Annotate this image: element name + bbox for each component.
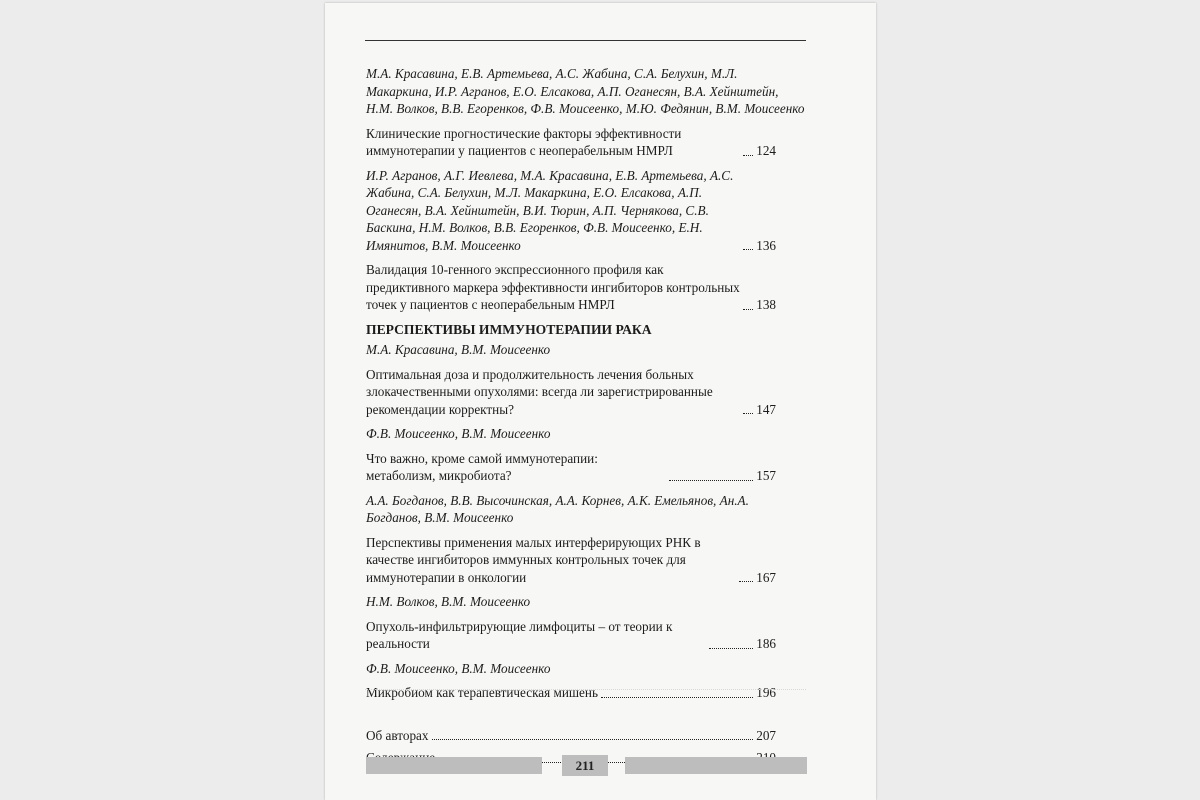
dot-leader: [739, 581, 753, 582]
entry-title: Микробиом как терапевтическая мишень: [366, 685, 598, 700]
entry-page-number: 167: [756, 569, 776, 585]
toc-entry: [366, 366, 776, 419]
toc-entry: [366, 450, 776, 485]
entry-page-number: 147: [756, 401, 776, 417]
authors-text: Ф.В. Моисеенко, В.М. Моисеенко: [366, 660, 551, 676]
authors-text: Н.М. Волков, В.М. Моисеенко: [366, 594, 531, 609]
entry-title: Перспективы применения малых интерферирующих РНК в качестве ингибиторов иммунных контрольных точек для иммунотерапии в онкологии: [366, 534, 701, 585]
dot-leader: [601, 697, 753, 698]
toc-authors: [366, 492, 806, 527]
toc-entry: [366, 261, 776, 314]
entry-title: Валидация 10-генного экспрессионного профиля как предиктивного маркера эффективности ингибиторов контрольных точек у пациентов с неоперабельным НМРЛ: [366, 262, 740, 312]
dot-leader: [743, 309, 753, 310]
section-heading: ПЕРСПЕКТИВЫ ИММУНОТЕРАПИИ РАКА: [366, 321, 652, 337]
authors-text: Ф.В. Моисеенко, В.М. Моисеенко: [366, 426, 551, 441]
toc-authors: [366, 593, 806, 611]
spacer: [366, 709, 806, 727]
dot-leader: [669, 480, 753, 481]
authors-text: М.А. Красавина, В.М. Моисеенко: [366, 342, 551, 357]
authors-text: А.А. Богданов, В.В. Высочинская, А.А. Корнев, А.К. Емельянов, Ан.А. Богданов, В.М. Моисеенко: [366, 492, 749, 525]
dot-leader: [743, 413, 753, 414]
entry-page-number: 138: [756, 297, 776, 312]
footer-bar-right: [625, 757, 807, 774]
page-number: 211: [562, 755, 608, 776]
authors-text: М.А. Красавина, Е.В. Артемьева, А.С. Жабина, С.А. Белухин, М.Л. Макаркина, И.Р. Агранов, Е.О. Елсакова, А.П. Оганесян, В.А. Хейнштейн, Н.М. Волков, В.В. Егоренков, Ф.В. Моисеенко, М.Ю. Федянин, В.М. Моисеенко: [366, 66, 805, 116]
entry-title: Об авторах: [366, 727, 429, 743]
faint-divider: [365, 689, 806, 691]
entry-page-number: 207: [756, 727, 776, 743]
entry-title: Опухоль-инфильтрирующие лимфоциты – от теории к реальности: [366, 618, 673, 651]
toc-entry: [366, 618, 776, 653]
entry-page-number: 136: [756, 237, 776, 253]
book-page: [325, 3, 876, 800]
entry-title: Что важно, кроме самой иммунотерапии: метаболизм, микробиота?: [366, 450, 598, 483]
toc-entry: [366, 534, 776, 587]
dot-leader: [743, 155, 753, 156]
footer-bar-left: [366, 757, 542, 774]
entry-page-number: 157: [756, 468, 776, 483]
dot-leader: [432, 739, 754, 740]
toc-authors: [366, 660, 806, 678]
toc-entry: [366, 684, 776, 702]
entry-title: Клинические прогностические факторы эффективности иммунотерапии у пациентов с неоперабельным НМРЛ: [366, 125, 682, 158]
table-of-contents: [366, 65, 806, 772]
dot-leader: [709, 648, 753, 649]
toc-authors: [366, 65, 806, 118]
entry-page-number: 124: [756, 143, 776, 158]
toc-entry: [366, 727, 776, 745]
dot-leader: [743, 249, 753, 250]
authors-text: И.Р. Агранов, А.Г. Иевлева, М.А. Красавина, Е.В. Артемьева, А.С. Жабина, С.А. Белухин, М.Л. Макаркина, Е.О. Елсакова, А.П. Оганесян, В.А. Хейнштейн, В.И. Тюрин, А.П. Чернякова, С.В. Баскина, Н.М. Волков, В.В. Егоренков, Ф.В. Моисеенко, Е.Н. Имянитов, В.М. Моисеенко: [366, 167, 734, 253]
top-rule: [365, 40, 806, 41]
toc-authors: [366, 341, 806, 359]
toc-entry: [366, 125, 776, 160]
entry-page-number: 196: [756, 685, 776, 700]
toc-authors: [366, 167, 776, 255]
entry-title: Оптимальная доза и продолжительность лечения больных злокачественными опухолями: всегда ли зарегистрированные рекомендации корректны?: [366, 366, 713, 417]
entry-page-number: 186: [756, 636, 776, 651]
toc-authors: [366, 425, 806, 443]
